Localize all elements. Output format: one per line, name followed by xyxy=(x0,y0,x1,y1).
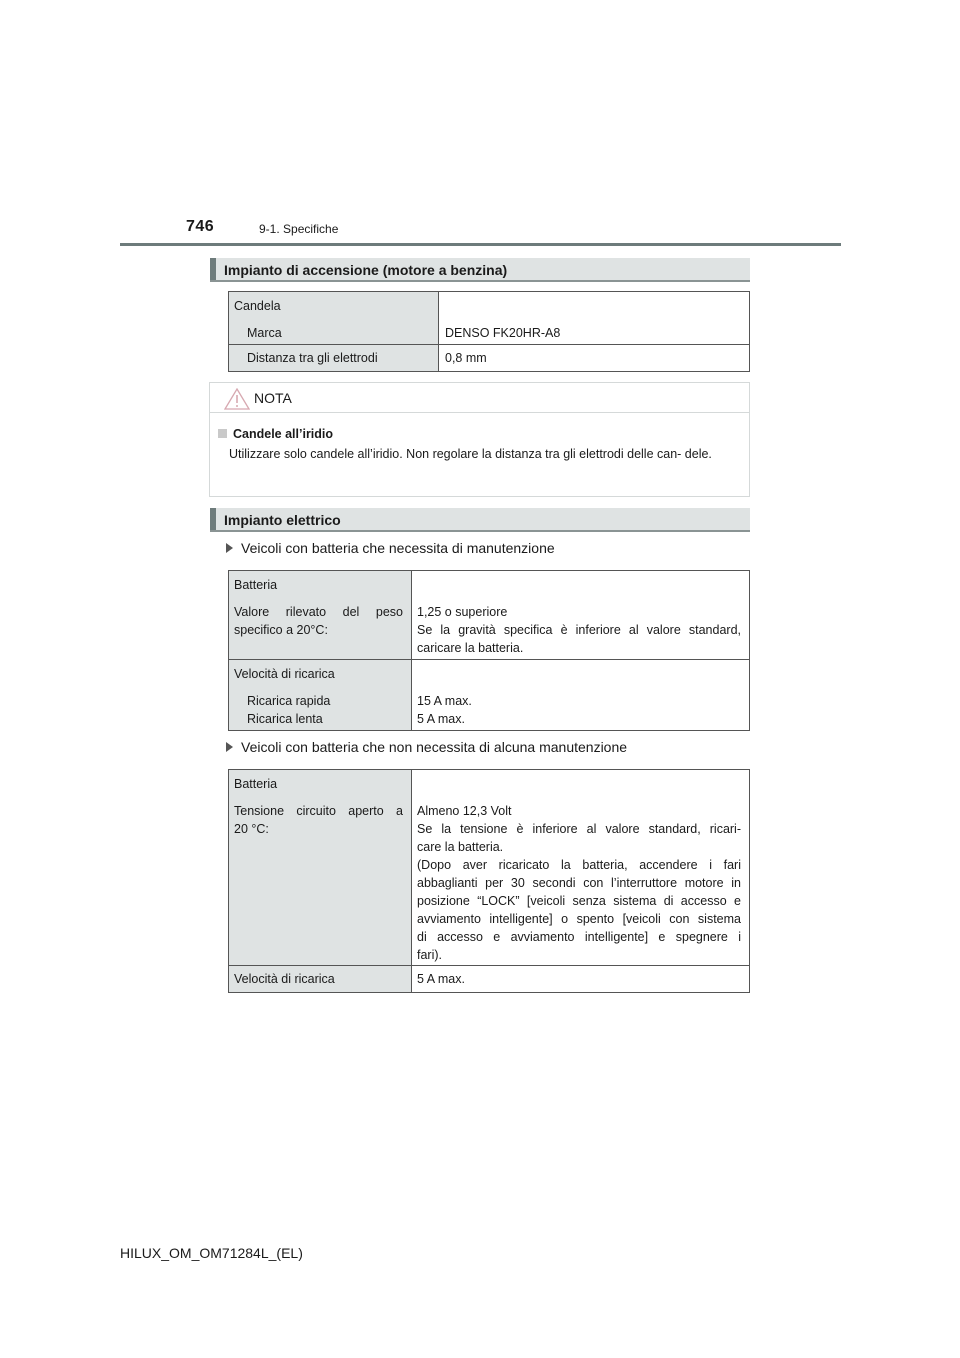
specific-gravity-label-line: Valore rilevato del peso xyxy=(234,605,403,619)
maintenance-battery-bullet-text: Veicoli con batteria che necessita di manutenzione xyxy=(241,540,555,556)
table-row xyxy=(229,966,750,993)
battery-value-cell xyxy=(412,770,750,966)
table-row xyxy=(229,770,750,966)
charging-rate-value-cell xyxy=(412,660,750,731)
battery-label-cell xyxy=(229,571,412,660)
open-circuit-voltage-label-line: Tensione circuito aperto a xyxy=(234,804,403,818)
electrode-gap-label-cell xyxy=(229,345,439,372)
specific-gravity-value: 1,25 o superiore xyxy=(417,605,508,619)
charging-rate-label-cell xyxy=(229,966,412,993)
electrical-section-heading xyxy=(210,508,750,532)
specific-gravity-note-line: Se la gravità specifica è inferiore al valore standard, xyxy=(417,623,741,637)
header-divider xyxy=(120,243,841,246)
electrical-heading-text: Impianto elettrico xyxy=(224,512,341,528)
specific-gravity-note-line: caricare la batteria. xyxy=(417,641,524,655)
charging-rate-value: 5 A max. xyxy=(417,972,465,986)
table-row xyxy=(229,660,750,731)
warning-triangle-icon xyxy=(224,388,250,410)
electrode-gap-label: Distanza tra gli elettrodi xyxy=(247,351,378,365)
quick-charge-label: Ricarica rapida xyxy=(247,694,331,708)
quick-charge-value: 15 A max. xyxy=(417,694,472,708)
spark-plug-label: Candela xyxy=(234,299,281,313)
electrode-gap-value-cell xyxy=(439,345,750,372)
battery-label-cell xyxy=(229,770,412,966)
voltage-note-line: abbaglianti per 30 secondi con l’interruttore motore in xyxy=(417,876,741,890)
electrode-gap-value: 0,8 mm xyxy=(445,351,487,365)
voltage-note-line: Se la tensione è inferiore al valore standard, ricari- xyxy=(417,822,741,836)
triangle-right-icon xyxy=(226,543,233,553)
section-label: 9-1. Specifiche xyxy=(259,222,339,236)
maintenance-battery-bullet xyxy=(226,540,555,556)
ignition-section-heading xyxy=(210,258,750,282)
spark-plug-brand-value: DENSO FK20HR-A8 xyxy=(445,326,561,340)
ignition-spec-table xyxy=(228,291,750,372)
square-bullet-icon xyxy=(218,429,227,438)
document-code: HILUX_OM_OM71284L_(EL) xyxy=(120,1245,303,1261)
voltage-note-line: di accesso e avviamento intelligente] e spegnere i xyxy=(417,930,741,944)
battery-label: Batteria xyxy=(234,578,278,592)
charging-rate-label: Velocità di ricarica xyxy=(234,972,335,986)
battery-value-cell xyxy=(412,571,750,660)
note-text: Utilizzare solo candele all’iridio. Non regolare la distanza tra gli elettrodi delle can- dele. xyxy=(229,447,712,461)
voltage-value: Almeno 12,3 Volt xyxy=(417,804,512,818)
slow-charge-label: Ricarica lenta xyxy=(247,712,323,726)
table-row xyxy=(229,292,750,345)
voltage-note-line: fari). xyxy=(417,948,442,962)
charging-rate-label-cell xyxy=(229,660,412,731)
note-header xyxy=(210,383,749,413)
note-box xyxy=(209,382,750,497)
ignition-heading-text: Impianto di accensione (motore a benzina) xyxy=(224,262,508,278)
table-row xyxy=(229,345,750,372)
voltage-note-line: care la batteria. xyxy=(417,840,504,854)
spark-plug-value-cell xyxy=(439,292,750,345)
note-subtitle-text: Candele all’iridio xyxy=(233,427,334,441)
specific-gravity-label-line: specifico a 20°C: xyxy=(234,623,328,637)
note-title: NOTA xyxy=(254,390,292,406)
slow-charge-value: 5 A max. xyxy=(417,712,465,726)
voltage-note-line: avviamento intelligente] o spento [veicoli con sistema xyxy=(417,912,741,926)
page-number: 746 xyxy=(186,218,215,235)
triangle-right-icon xyxy=(226,742,233,752)
battery-label: Batteria xyxy=(234,777,278,791)
maintenance-free-battery-bullet-text: Veicoli con batteria che non necessita di alcuna manutenzione xyxy=(241,739,628,755)
maintenance-free-battery-table xyxy=(228,769,750,993)
spark-plug-label-cell xyxy=(229,292,439,345)
brand-label: Marca xyxy=(247,326,282,340)
maintenance-battery-table xyxy=(228,570,750,731)
table-row xyxy=(229,571,750,660)
open-circuit-voltage-label-line: 20 °C: xyxy=(234,822,269,836)
maintenance-free-battery-bullet xyxy=(226,739,627,755)
voltage-note-line: posizione “LOCK” [veicoli senza sistema di accesso e xyxy=(417,894,741,908)
note-subtitle xyxy=(218,427,333,441)
charging-rate-label: Velocità di ricarica xyxy=(234,667,335,681)
voltage-note-line: (Dopo aver ricaricato la batteria, accendere i fari xyxy=(417,858,741,872)
charging-rate-value-cell xyxy=(412,966,750,993)
